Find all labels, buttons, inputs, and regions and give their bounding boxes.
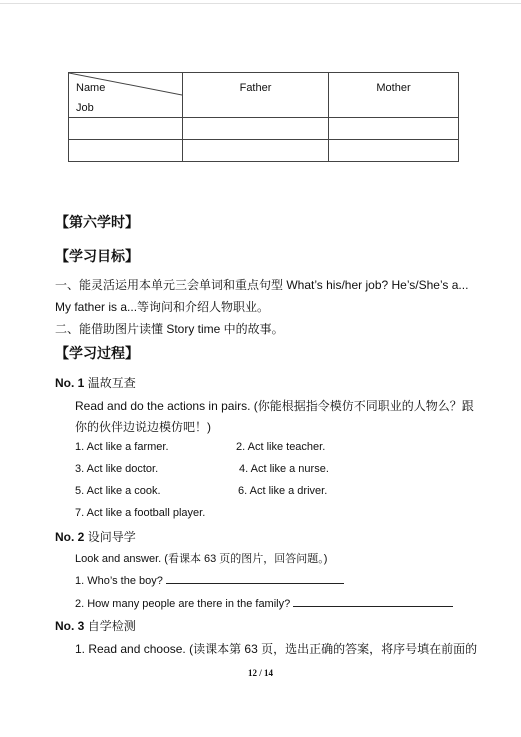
action-item: 4. Act like a nurse. <box>239 463 329 475</box>
answer-blank[interactable] <box>293 596 453 607</box>
goal-1-line-1: 一、能灵活运用本单元三会单词和重点句型 What’s his/her job? He’s/She’s a... <box>55 278 469 292</box>
column-header-mother: Mother <box>329 73 459 118</box>
lesson-title: 【第六学时】 <box>55 214 139 230</box>
section-no1-heading <box>55 374 136 391</box>
table-cell[interactable] <box>329 118 459 140</box>
table-cell[interactable] <box>183 140 329 162</box>
action-item: 6. Act like a driver. <box>238 485 328 497</box>
action-item: 5. Act like a cook. <box>75 485 161 497</box>
no1-instruction-line-2: 你的伙伴边说边模仿吧！) <box>75 420 211 434</box>
question-1 <box>75 573 344 587</box>
table-cell[interactable] <box>183 118 329 140</box>
section-number: No. 3 <box>55 619 85 633</box>
column-header-father: Father <box>183 73 329 118</box>
page-number: 12 / 14 <box>247 668 273 678</box>
corner-label-job: Job <box>76 102 94 114</box>
answer-blank[interactable] <box>166 573 344 584</box>
no3-instruction: 1. Read and choose. (读课本第 63 页，选出正确的答案，将序号填在前面的 <box>75 642 478 656</box>
process-heading: 【学习过程】 <box>55 345 139 361</box>
section-number: No. 2 <box>55 530 85 544</box>
no2-instruction: Look and answer. (看课本 63 页的图片，回答问题。) <box>75 553 328 565</box>
table-corner-cell <box>69 73 183 118</box>
section-title: 自学检测 <box>87 619 136 633</box>
corner-label-name: Name <box>76 82 106 94</box>
no1-instruction-line-1: Read and do the actions in pairs. (你能根据指令模仿不同职业的人物么？跟 <box>75 399 474 413</box>
section-number: No. 1 <box>55 376 85 390</box>
section-title: 温故互查 <box>87 376 136 390</box>
table-cell[interactable] <box>69 118 183 140</box>
goal-2: 二、能借助图片读懂 Story time 中的故事。 <box>55 322 284 336</box>
action-item: 7. Act like a football player. <box>75 507 206 519</box>
action-item: 1. Act like a farmer. <box>75 441 169 453</box>
action-item: 2. Act like teacher. <box>236 441 326 453</box>
table-cell[interactable] <box>69 140 183 162</box>
goal-1-line-2: My father is a...等询问和介绍人物职业。 <box>55 300 270 314</box>
question-text: 1. Who’s the boy? <box>75 575 163 587</box>
goals-heading: 【学习目标】 <box>55 248 139 264</box>
question-2 <box>75 596 453 610</box>
page-top-rule <box>0 3 521 4</box>
job-table <box>68 72 459 162</box>
question-text: 2. How many people are there in the family? <box>75 598 291 610</box>
action-item: 3. Act like doctor. <box>75 463 159 475</box>
section-title: 设问导学 <box>87 530 136 544</box>
section-no3-heading <box>55 617 136 634</box>
table-cell[interactable] <box>329 140 459 162</box>
section-no2-heading <box>55 528 136 545</box>
